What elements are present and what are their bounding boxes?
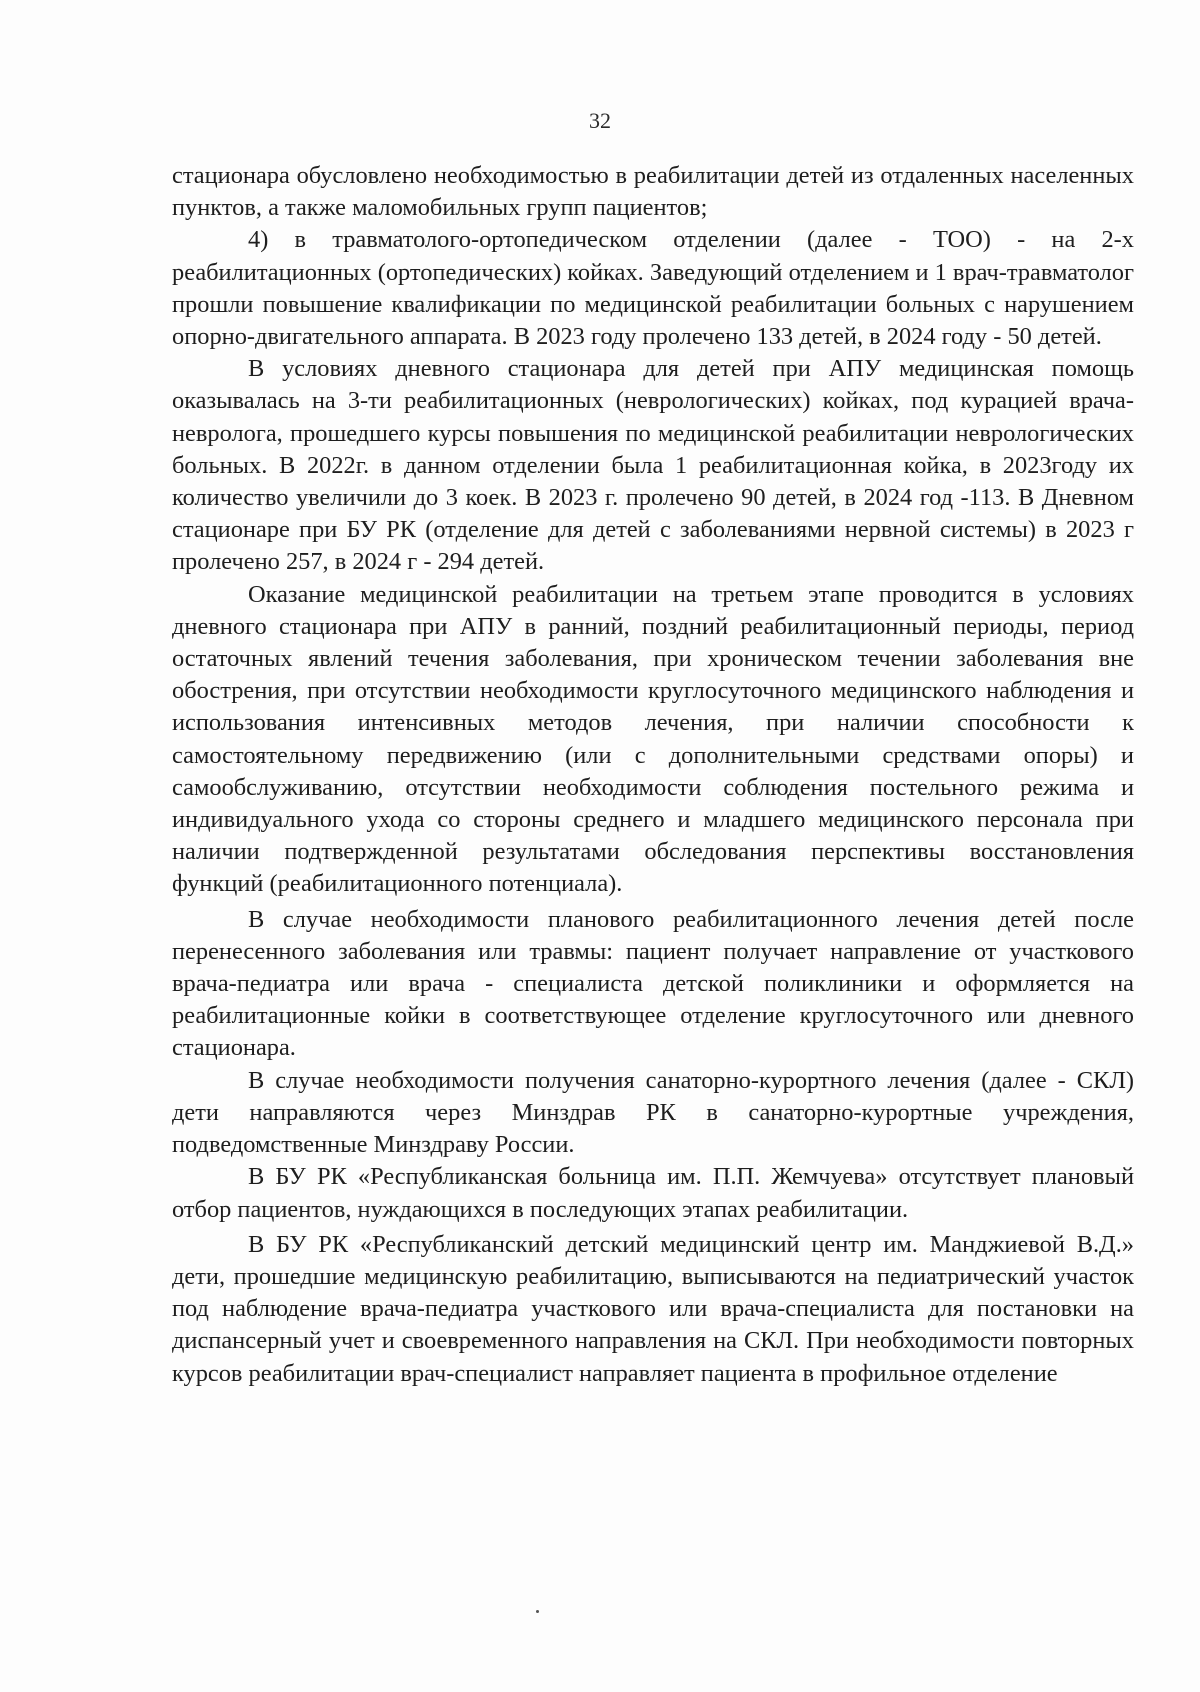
paragraph-republican-hospital: В БУ РК «Республиканская больница им. П.П. Жемчуева» отсутствует плановый отбор пациентов, нуждающихся в последующих этапах реабилитации. (172, 1163, 1134, 1223)
paragraph-day-hospital: В условиях дневного стационара для детей при АПУ медицинская помощь оказывалась на 3-ти реабилитационных (неврологических) койках, под курацией врача-невролога, прошедшего курсы повышения по медицинской реабилитации неврологических больных. В 2022г. в данном отделении была 1 реабилитационная койка, в 2023году их количество увеличили до 3 коек. В 2023 г. пролечено 90 детей, в 2024 год -113. В Дневном стационаре при БУ РК (отделение для детей с заболеваниями нервной системы) в 2023 г пролечено 257, в 2024 г - 294 детей. (172, 355, 1134, 576)
page-number: 32 (589, 108, 611, 133)
paragraph-planned-treatment: В случае необходимости планового реабилитационного лечения детей после перенесенного заболевания или травмы: пациент получает направление от участкового врача-педиатра или врача - специалиста детской поликлиники и оформляется на реабилитационные койки в соответствующее отделение круглосуточного или дневного стационара. (172, 905, 1134, 1062)
scan-speck (536, 1610, 539, 1613)
paragraph-continuation: стационара обусловлено необходимостью в реабилитации детей из отдаленных населенных пунктов, а также маломобильных групп пациентов; (172, 162, 1134, 222)
paragraph-sanatorium: В случае необходимости получения санаторно-курортного лечения (далее - СКЛ) дети направляются через Минздрав РК в санаторно-курортные учреждения, подведомственные Минздраву России. (172, 1066, 1134, 1159)
paragraph-too-department: 4) в травматолого-ортопедическом отделении (далее - ТОО) - на 2-х реабилитационных (ортопедических) койках. Заведующий отделением и 1 врач-травматолог прошли повышение квалификации по медицинской реабилитации больных с нарушением опорно-двигательного аппарата. В 2023 году пролечено 133 детей, в 2024 году - 50 детей. (172, 226, 1134, 351)
paragraph-children-center: В БУ РК «Республиканский детский медицинский центр им. Манджиевой В.Д.» дети, прошедшие медицинскую реабилитацию, выписываются на педиатрический участок под наблюдение врача-педиатра участкового или врача-специалиста для постановки на диспансерный учет и своевременного направления на СКЛ. При необходимости повторных курсов реабилитации врач-специалист направляет пациента в профильное отделение (172, 1230, 1134, 1387)
paragraph-third-stage: Оказание медицинской реабилитации на третьем этапе проводится в условиях дневного стационара при АПУ в ранний, поздний реабилитационный периоды, период остаточных явлений течения заболевания, при хроническом течении заболевания вне обострения, при отсутствии необходимости круглосуточного медицинского наблюдения и использования интенсивных методов лечения, при наличии способности к самостоятельному передвижению (или с дополнительными средствами опоры) и самообслуживанию, отсутствии необходимости соблюдения постельного режима и индивидуального ухода со стороны среднего и младшего медицинского персонала при наличии подтвержденной результатами обследования перспективы восстановления функций (реабилитационного потенциала). (172, 580, 1134, 898)
document-body (172, 160, 1134, 1390)
